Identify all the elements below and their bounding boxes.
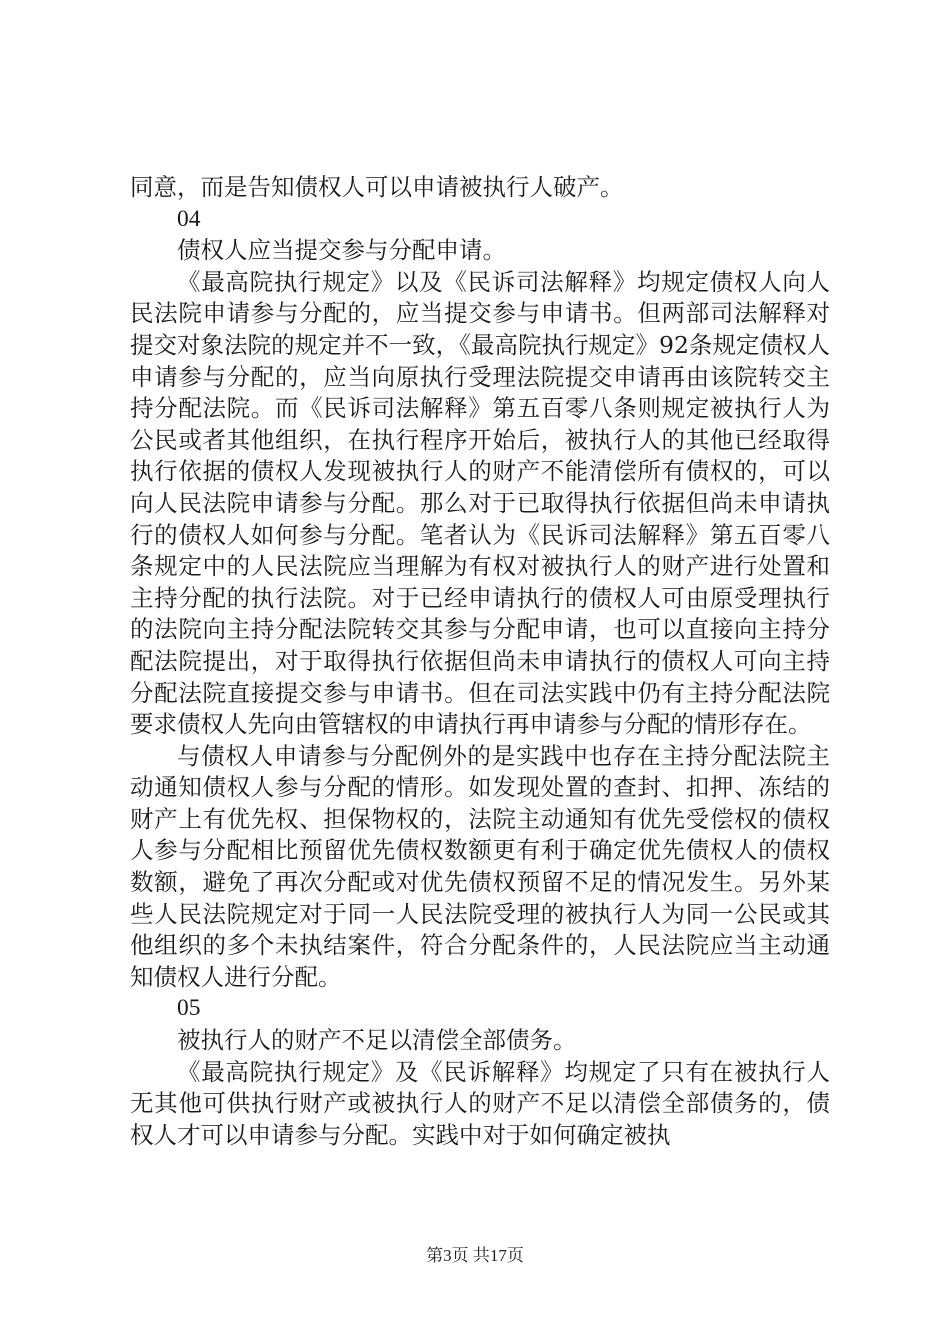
section-heading-04: 债权人应当提交参与分配申请。 (177, 236, 506, 265)
paragraph-insufficient-assets: 《最高院执行规定》及《民诉解释》均规定了只有在被执行人无其他可供执行财产或被执行人的财产不足以清偿全部债务的，债权人才可以申请参与分配。实践中对于如何确定被执 (130, 1057, 830, 1149)
section-heading-05: 被执行人的财产不足以清偿全部债务。 (177, 1026, 577, 1055)
paragraph-submission-rules: 《最高院执行规定》以及《民诉司法解释》均规定债权人向人民法院申请参与分配的，应当提交参与申请书。但两部司法解释对提交对象法院的规定并不一致，《最高院执行规定》92条规定债权人申请参与分配的，应当向原执行受理法院提交申请再由该院转交主持分配法院。而《民诉司法解释》第五百零八条则规定被执行人为公民或者其他组织，在执行程序开始后，被执行人的其他已经取得执行依据的债权人发现被执行人的财产不能清偿所有债权的，可以向人民法院申请参与分配。那么对于已取得执行依据但尚未申请执行的债权人如何参与分配。笔者认为《民诉司法解释》第五百零八条规定中的人民法院应当理解为有权对被执行人的财产进行处置和主持分配的执行法院。对于已经申请执行的债权人可由原受理执行的法院向主持分配法院转交其参与分配申请，也可以直接向主持分配法院提出，对于取得执行依据但尚未申请执行的债权人可向主持分配法院直接提交参与申请书。但在司法实践中仍有主持分配法院要求债权人先向由管辖权的申请执行再申请参与分配的情形存在。 (130, 267, 830, 739)
section-number-04: 04 (177, 205, 201, 232)
document-body (130, 172, 830, 1151)
section-number-05: 05 (177, 995, 201, 1022)
page-footer: 第3页 共17页 (426, 1246, 524, 1265)
paragraph-continuation: 同意，而是告知债权人可以申请被执行人破产。 (130, 173, 624, 201)
paragraph-court-notice: 与债权人申请参与分配例外的是实践中也存在主持分配法院主动通知债权人参与分配的情形。如发现处置的查封、扣押、冻结的财产上有优先权、担保物权的，法院主动通知有优先受偿权的债权人参与分配相比预留优先债权数额更有利于确定优先债权人的债权数额，避免了再次分配或对优先债权预留不足的情况发生。另外某些人民法院规定对于同一人民法院受理的被执行人为同一公民或其他组织的多个未执结案件，符合分配条件的，人民法院应当主动通知债权人进行分配。 (130, 741, 830, 991)
